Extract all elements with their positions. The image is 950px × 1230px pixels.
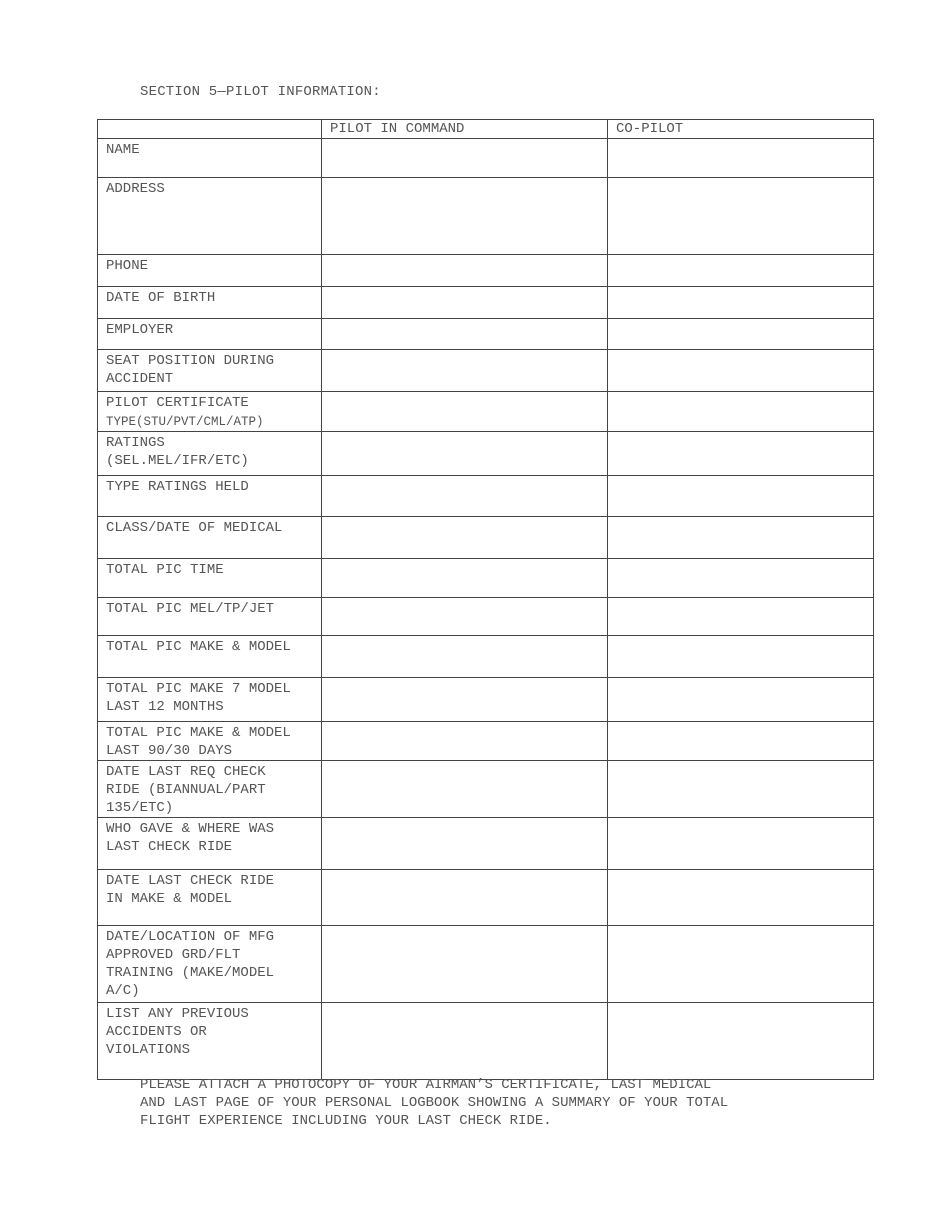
pilot-in-command-field[interactable] (322, 139, 608, 178)
row-label: PHONE (98, 255, 322, 287)
row-label: TOTAL PIC MAKE 7 MODEL LAST 12 MONTHS (98, 678, 322, 722)
header-row (98, 120, 874, 139)
co-pilot-field[interactable] (608, 761, 874, 818)
table-row (98, 926, 874, 1003)
header-co-pilot: CO-PILOT (608, 120, 874, 139)
row-label: DATE LAST CHECK RIDE IN MAKE & MODEL (98, 870, 322, 926)
co-pilot-field[interactable] (608, 476, 874, 517)
pilot-in-command-field[interactable] (322, 761, 608, 818)
row-label: NAME (98, 139, 322, 178)
co-pilot-field[interactable] (608, 818, 874, 870)
row-label: TOTAL PIC TIME (98, 559, 322, 598)
co-pilot-field[interactable] (608, 178, 874, 255)
pilot-in-command-field[interactable] (322, 392, 608, 432)
table-row (98, 392, 874, 432)
row-label: LIST ANY PREVIOUS ACCIDENTS OR VIOLATIONS (98, 1003, 322, 1080)
co-pilot-field[interactable] (608, 559, 874, 598)
row-label: DATE OF BIRTH (98, 287, 322, 319)
table-row (98, 678, 874, 722)
pilot-in-command-field[interactable] (322, 517, 608, 559)
table-row (98, 178, 874, 255)
table-row (98, 559, 874, 598)
table-row (98, 287, 874, 319)
table-row (98, 722, 874, 761)
table-row (98, 1003, 874, 1080)
row-label: TOTAL PIC MEL/TP/JET (98, 598, 322, 636)
pilot-in-command-field[interactable] (322, 350, 608, 392)
co-pilot-field[interactable] (608, 350, 874, 392)
row-label: CLASS/DATE OF MEDICAL (98, 517, 322, 559)
table-row (98, 139, 874, 178)
co-pilot-field[interactable] (608, 678, 874, 722)
table-row (98, 476, 874, 517)
pilot-in-command-field[interactable] (322, 255, 608, 287)
row-label: TOTAL PIC MAKE & MODEL (98, 636, 322, 678)
pilot-in-command-field[interactable] (322, 818, 608, 870)
co-pilot-field[interactable] (608, 287, 874, 319)
co-pilot-field[interactable] (608, 319, 874, 350)
header-pilot-in-command: PILOT IN COMMAND (322, 120, 608, 139)
co-pilot-field[interactable] (608, 722, 874, 761)
pilot-in-command-field[interactable] (322, 678, 608, 722)
table-row (98, 350, 874, 392)
header-cell-blank (98, 120, 322, 139)
pilot-in-command-field[interactable] (322, 178, 608, 255)
pilot-in-command-field[interactable] (322, 287, 608, 319)
row-sublabel: TYPE(STU/PVT/CML/ATP) (106, 415, 264, 429)
table-row (98, 517, 874, 559)
row-label: SEAT POSITION DURING ACCIDENT (98, 350, 322, 392)
co-pilot-field[interactable] (608, 139, 874, 178)
pilot-in-command-field[interactable] (322, 598, 608, 636)
co-pilot-field[interactable] (608, 870, 874, 926)
row-label: DATE LAST REQ CHECK RIDE (BIANNUAL/PART 135/ETC) (98, 761, 322, 818)
co-pilot-field[interactable] (608, 517, 874, 559)
row-label: WHO GAVE & WHERE WAS LAST CHECK RIDE (98, 818, 322, 870)
table-row (98, 870, 874, 926)
section-title: SECTION 5—PILOT INFORMATION: (140, 84, 381, 100)
row-label: TYPE RATINGS HELD (98, 476, 322, 517)
table-row (98, 432, 874, 476)
table-row (98, 636, 874, 678)
pilot-in-command-field[interactable] (322, 926, 608, 1003)
row-label: RATINGS (SEL.MEL/IFR/ETC) (98, 432, 322, 476)
co-pilot-field[interactable] (608, 598, 874, 636)
row-label: TOTAL PIC MAKE & MODEL LAST 90/30 DAYS (98, 722, 322, 761)
pilot-in-command-field[interactable] (322, 722, 608, 761)
row-label: ADDRESS (98, 178, 322, 255)
table-row (98, 761, 874, 818)
row-label: EMPLOYER (98, 319, 322, 350)
co-pilot-field[interactable] (608, 636, 874, 678)
pilot-information-table (97, 119, 874, 1080)
row-label: PILOT CERTIFICATE TYPE(STU/PVT/CML/ATP) (98, 392, 322, 432)
pilot-in-command-field[interactable] (322, 476, 608, 517)
footer-note: PLEASE ATTACH A PHOTOCOPY OF YOUR AIRMAN’S CERTIFICATE, LAST MEDICAL AND LAST PAGE OF YOUR PERSONAL LOGBOOK SHOWING A SUMMARY OF YOUR TOTAL FLIGHT EXPERIENCE INCLUDING YOUR LAST CHECK RIDE. (140, 1077, 729, 1129)
table-row (98, 255, 874, 287)
pilot-in-command-field[interactable] (322, 636, 608, 678)
pilot-in-command-field[interactable] (322, 432, 608, 476)
row-label: DATE/LOCATION OF MFG APPROVED GRD/FLT TRAINING (MAKE/MODEL A/C) (98, 926, 322, 1003)
table-row (98, 598, 874, 636)
pilot-in-command-field[interactable] (322, 559, 608, 598)
pilot-in-command-field[interactable] (322, 1003, 608, 1080)
co-pilot-field[interactable] (608, 255, 874, 287)
co-pilot-field[interactable] (608, 926, 874, 1003)
table-row (98, 818, 874, 870)
co-pilot-field[interactable] (608, 1003, 874, 1080)
co-pilot-field[interactable] (608, 392, 874, 432)
pilot-in-command-field[interactable] (322, 870, 608, 926)
co-pilot-field[interactable] (608, 432, 874, 476)
pilot-in-command-field[interactable] (322, 319, 608, 350)
table-row (98, 319, 874, 350)
